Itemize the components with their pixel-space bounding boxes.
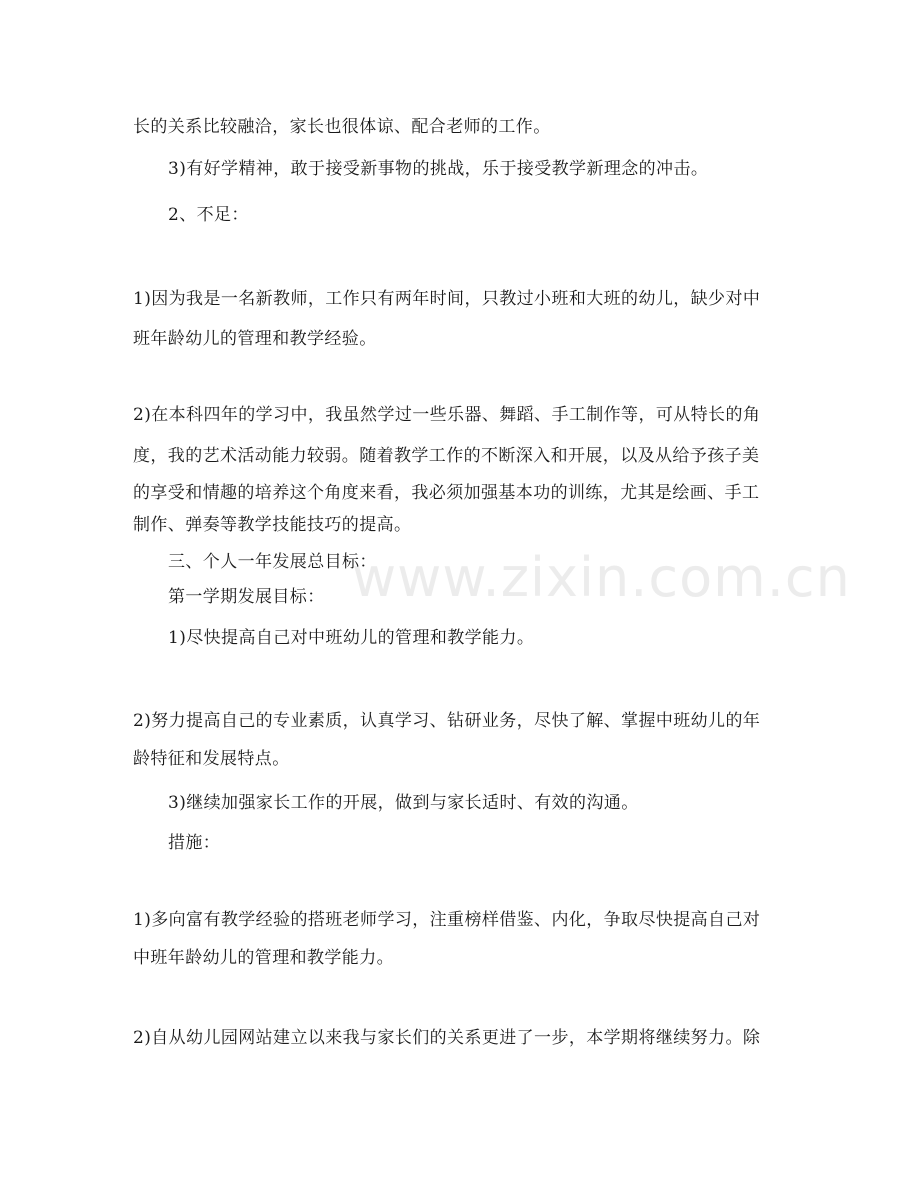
paragraph-line: 1)因为我是一名新教师，工作只有两年时间，只教过小班和大班的幼儿，缺少对中 <box>133 289 761 309</box>
paragraph-line: 1)多向富有教学经验的搭班老师学习，注重榜样借鉴、内化，争取尽快提高自己对 <box>133 910 761 930</box>
paragraph-line: 中班年龄幼儿的管理和教学能力。 <box>133 948 394 968</box>
paragraph-line: 制作、弹奏等教学技能技巧的提高。 <box>133 515 412 535</box>
paragraph-line: 2)自从幼儿园网站建立以来我与家长们的关系更进了一步，本学期将继续努力。除 <box>133 1028 761 1048</box>
paragraph-line: 长的关系比较融洽，家长也很体谅、配合老师的工作。 <box>133 117 551 137</box>
paragraph-line: 1)尽快提高自己对中班幼儿的管理和教学能力。 <box>168 628 535 648</box>
paragraph-line: 3)有好学精神，敢于接受新事物的挑战，乐于接受教学新理念的冲击。 <box>168 159 709 179</box>
section-heading: 2、不足： <box>168 205 249 225</box>
paragraph-line: 班年龄幼儿的管理和教学经验。 <box>133 329 377 349</box>
section-heading: 三、个人一年发展总目标： <box>168 552 377 572</box>
paragraph-line: 2)努力提高自己的专业素质，认真学习、钻研业务，尽快了解、掌握中班幼儿的年 <box>133 711 761 731</box>
paragraph-line: 度，我的艺术活动能力较弱。随着教学工作的不断深入和开展，以及从给予孩子美 <box>133 446 760 466</box>
paragraph-line: 龄特征和发展特点。 <box>133 749 290 769</box>
watermark: www.zixin.com.cn <box>352 546 851 609</box>
subsection-heading: 第一学期发展目标： <box>168 587 325 607</box>
paragraph-line: 2)在本科四年的学习中，我虽然学过一些乐器、舞蹈、手工制作等，可从特长的角 <box>133 405 761 425</box>
subsection-heading: 措施： <box>168 833 221 853</box>
paragraph-line: 3)继续加强家长工作的开展，做到与家长适时、有效的沟通。 <box>168 793 639 813</box>
paragraph-line: 的享受和情趣的培养这个角度来看，我必须加强基本功的训练，尤其是绘画、手工 <box>133 483 760 503</box>
